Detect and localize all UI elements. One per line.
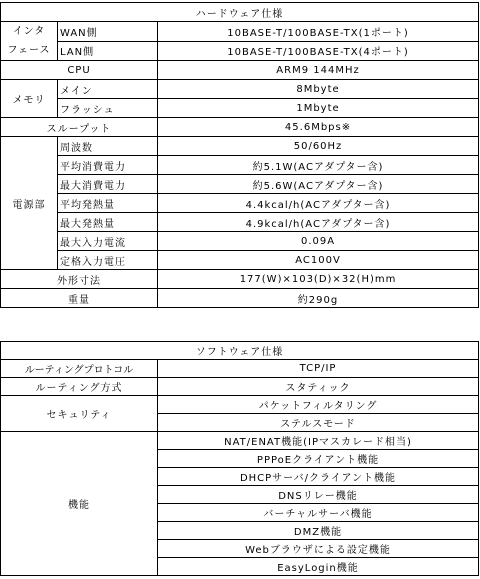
weight-label: 重量 <box>1 289 158 308</box>
interface-label-line1: インタ <box>12 26 46 37</box>
function-item: バーチャルサーバ機能 <box>158 504 479 522</box>
flash-memory-value: 1Mbyte <box>158 99 479 118</box>
functions-label: 機能 <box>1 432 158 576</box>
avg-heat-value: 4.4kcal/h(ACアダプター含) <box>158 194 479 213</box>
frequency-value: 50/60Hz <box>158 137 479 156</box>
function-item: EasyLogin機能 <box>158 558 479 576</box>
security-label: セキュリティ <box>1 396 158 432</box>
max-current-value: 0.09A <box>158 232 479 251</box>
interface-label <box>1 22 58 61</box>
software-spec-table <box>0 341 479 576</box>
max-power-label: 最大消費電力 <box>58 175 158 194</box>
security-value: ステルスモード <box>158 414 479 432</box>
function-item: Webブラウザによる設定機能 <box>158 540 479 558</box>
security-value: パケットフィルタリング <box>158 396 479 414</box>
routing-protocol-label: ルーティングプロトコル <box>1 360 158 378</box>
function-item: DHCPサーバ/クライアント機能 <box>158 468 479 486</box>
avg-power-value: 約5.1W(ACアダプター含) <box>158 156 479 175</box>
software-spec-title: ソフトウェア仕様 <box>1 342 479 360</box>
routing-protocol-value: TCP/IP <box>158 360 479 378</box>
flash-memory-label: フラッシュ <box>58 99 158 118</box>
cpu-label: CPU <box>1 61 158 80</box>
cpu-value: ARM9 144MHz <box>158 61 479 80</box>
frequency-label: 周波数 <box>58 137 158 156</box>
lan-label: LAN側 <box>58 41 158 61</box>
rated-voltage-value: AC100V <box>158 251 479 270</box>
throughput-label: スループット <box>1 118 158 137</box>
max-power-value: 約5.6W(ACアダプター含) <box>158 175 479 194</box>
dimensions-label: 外形寸法 <box>1 270 158 289</box>
avg-heat-label: 平均発熱量 <box>58 194 158 213</box>
interface-label-line2: フェース <box>7 45 51 56</box>
routing-method-label: ルーティング方式 <box>1 378 158 396</box>
throughput-value: 45.6Mbps※ <box>158 118 479 137</box>
main-memory-label: メイン <box>58 80 158 99</box>
avg-power-label: 平均消費電力 <box>58 156 158 175</box>
function-item: NAT/ENAT機能(IPマスカレード相当) <box>158 432 479 450</box>
max-current-label: 最大入力電流 <box>58 232 158 251</box>
rated-voltage-label: 定格入力電圧 <box>58 251 158 270</box>
function-item: DNSリレー機能 <box>158 486 479 504</box>
dimensions-value: 177(W)×103(D)×32(H)mm <box>158 270 479 289</box>
memory-label: メモリ <box>1 80 58 118</box>
max-heat-value: 4.9kcal/h(ACアダプター含) <box>158 213 479 232</box>
wan-value: 10BASE-T/100BASE-TX(1ポート) <box>158 22 479 42</box>
routing-method-value: スタティック <box>158 378 479 396</box>
lan-value: 10BASE-T/100BASE-TX(4ポート) <box>158 41 479 61</box>
function-item: DMZ機能 <box>158 522 479 540</box>
hardware-spec-title: ハードウェア仕様 <box>1 3 479 22</box>
weight-value: 約290g <box>158 289 479 308</box>
hardware-spec-table <box>0 2 479 308</box>
power-label: 電源部 <box>1 137 58 270</box>
function-item: PPPoEクライアント機能 <box>158 450 479 468</box>
max-heat-label: 最大発熱量 <box>58 213 158 232</box>
wan-label: WAN側 <box>58 22 158 42</box>
main-memory-value: 8Mbyte <box>158 80 479 99</box>
